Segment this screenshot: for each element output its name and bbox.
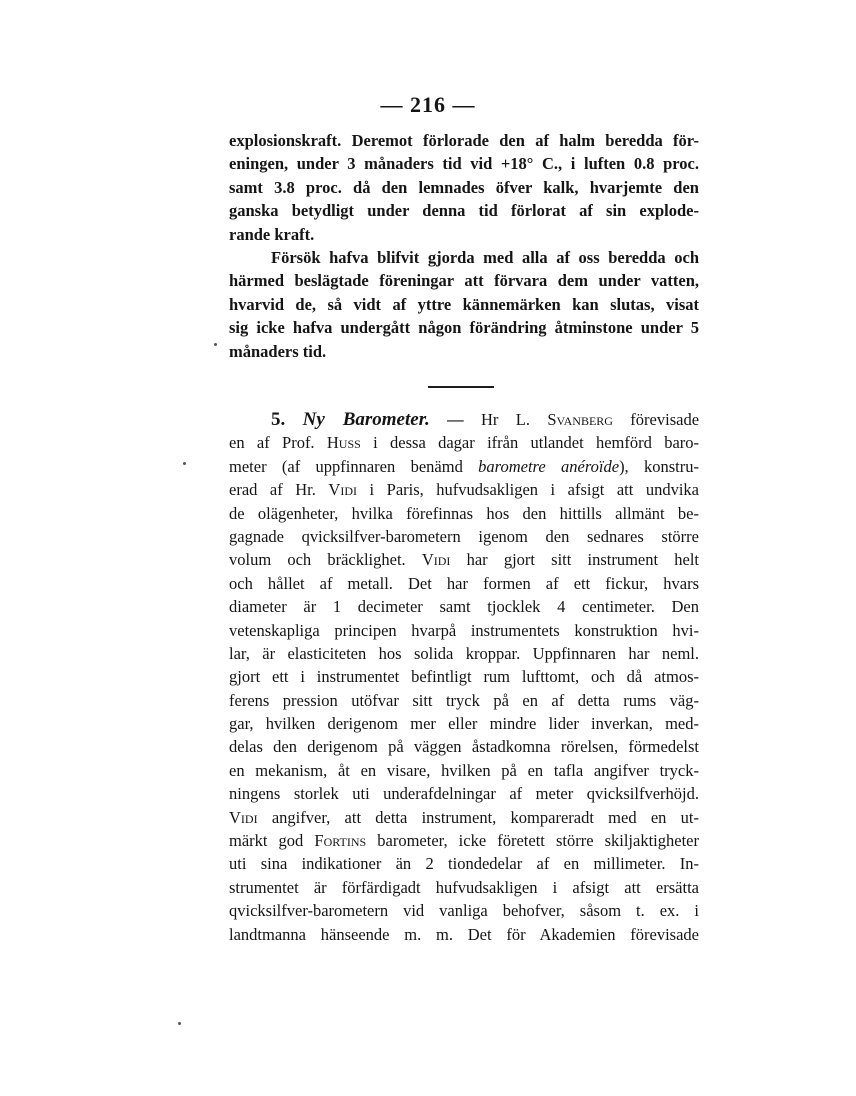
text-line: sig icke hafva undergått någon förändring åtminstone under 5 bbox=[229, 318, 699, 338]
section-dash: — bbox=[447, 410, 464, 429]
text-line: rande kraft. bbox=[229, 224, 315, 244]
text-line: en mekanism, åt en visare, hvilken på en tafla angifver tryck- bbox=[229, 760, 699, 780]
text-line: explosionskraft. Deremot förlorade den af halm beredda för- bbox=[229, 131, 699, 150]
text-line: ferens pression utöfvar sitt tryck på en af detta rums väg- bbox=[229, 690, 699, 710]
text-line: vetenskapliga principen hvarpå instrumentets konstruktion hvi- bbox=[229, 620, 699, 640]
text-line: de olägenheter, hvilka förefinnas hos den hittills allmänt be- bbox=[229, 503, 699, 523]
text-span: meter (af uppfinnaren benämd bbox=[229, 456, 463, 476]
intro-text: Hr L. bbox=[481, 410, 530, 429]
person-name: Vidi bbox=[421, 550, 451, 570]
text-line: lar, är elasticiteten hos solida kroppar. Uppfinnaren har neml. bbox=[229, 643, 699, 663]
text-line bbox=[229, 431, 699, 454]
text-line: samt 3.8 proc. då den lemnades öfver kalk, hvarjemte den bbox=[229, 177, 699, 197]
text-line: diameter är 1 decimeter samt tjocklek 4 centimeter. Den bbox=[229, 597, 699, 617]
section-divider bbox=[428, 386, 494, 388]
text-line: delas den derigenom på väggen åstadkomna rörelsen, förmedelst bbox=[229, 737, 699, 757]
text-line: ningens storlek uti underafdelningar af meter qvicksilfverhöjd. bbox=[229, 784, 699, 804]
text-line: månaders tid. bbox=[229, 341, 327, 361]
text-span: ), konstru- bbox=[619, 456, 699, 476]
text-line bbox=[229, 478, 699, 501]
italic-term: barometre anéroïde bbox=[478, 456, 620, 476]
text-line bbox=[229, 829, 699, 852]
section-number: 5. bbox=[271, 409, 286, 430]
paragraph-explosive-compounds bbox=[229, 129, 699, 363]
person-name: Vidi bbox=[229, 807, 258, 827]
text-line bbox=[229, 455, 699, 478]
person-name: Huss bbox=[326, 433, 361, 453]
text-span: erad af Hr. bbox=[229, 480, 316, 500]
text-span: en af Prof. bbox=[229, 433, 315, 453]
text-span: i Paris, hufvudsakligen i afsigt att undvika bbox=[369, 480, 699, 500]
section-heading-line bbox=[229, 408, 699, 431]
text-line: hvarvid de, så vidt af yttre kännemärken kan slutas, visat bbox=[229, 294, 699, 314]
text-line: gar, hvilken derigenom mer eller mindre lider inverkan, med- bbox=[229, 714, 699, 734]
text-span: volum och bräcklighet. bbox=[229, 550, 406, 570]
intro-text: förevisade bbox=[630, 410, 699, 429]
text-line: eningen, under 3 månaders tid vid +18° C., i luften 0.8 proc. bbox=[229, 154, 699, 174]
person-name: Vidi bbox=[328, 480, 357, 500]
text-span: barometer, icke företett större skiljaktigheter bbox=[377, 831, 699, 851]
text-line: qvicksilfver-barometern vid vanliga behofver, såsom t. ex. i bbox=[229, 901, 699, 921]
text-line: ganska betydligt under denna tid förlorat af sin explode- bbox=[229, 201, 699, 221]
text-line: landtmanna hänseende m. m. Det för Akademien förevisade bbox=[229, 924, 699, 944]
section-title: Ny Barometer. bbox=[302, 409, 430, 430]
text-span: märkt god bbox=[229, 831, 304, 851]
person-name: Svanberg bbox=[547, 410, 613, 429]
text-span: angifver, att detta instrument, kompareradt med en ut- bbox=[271, 807, 699, 827]
text-span: har gjort sitt instrument helt bbox=[466, 550, 699, 570]
text-line: härmed beslägtade föreningar att förvara dem under vatten, bbox=[229, 271, 699, 291]
print-speck bbox=[178, 1022, 181, 1025]
text-line bbox=[229, 548, 699, 571]
paragraph-barometer bbox=[229, 408, 699, 946]
text-line: och hållet af metall. Det har formen af ett fickur, hvars bbox=[229, 573, 699, 593]
text-line: strumentet är förfärdigadt hufvudsakligen i afsigt att ersätta bbox=[229, 877, 699, 897]
print-speck bbox=[183, 462, 186, 465]
page-number: — 216 — bbox=[380, 92, 476, 117]
text-line: gagnade qvicksilfver-barometern igenom den sednares större bbox=[229, 526, 699, 546]
person-name: Fortins bbox=[314, 831, 367, 851]
print-speck bbox=[214, 343, 217, 346]
text-span: i dessa dagar ifrån utlandet hemförd baro- bbox=[373, 433, 699, 453]
text-line bbox=[229, 806, 699, 829]
text-line: Försök hafva blifvit gjorda med alla af oss beredda och bbox=[271, 247, 699, 267]
text-line: uti sina indikationer än 2 tiondedelar af en millimeter. In- bbox=[229, 854, 699, 874]
text-line: gjort ett i instrumentet befintligt rum lufttomt, och då atmos- bbox=[229, 667, 699, 687]
